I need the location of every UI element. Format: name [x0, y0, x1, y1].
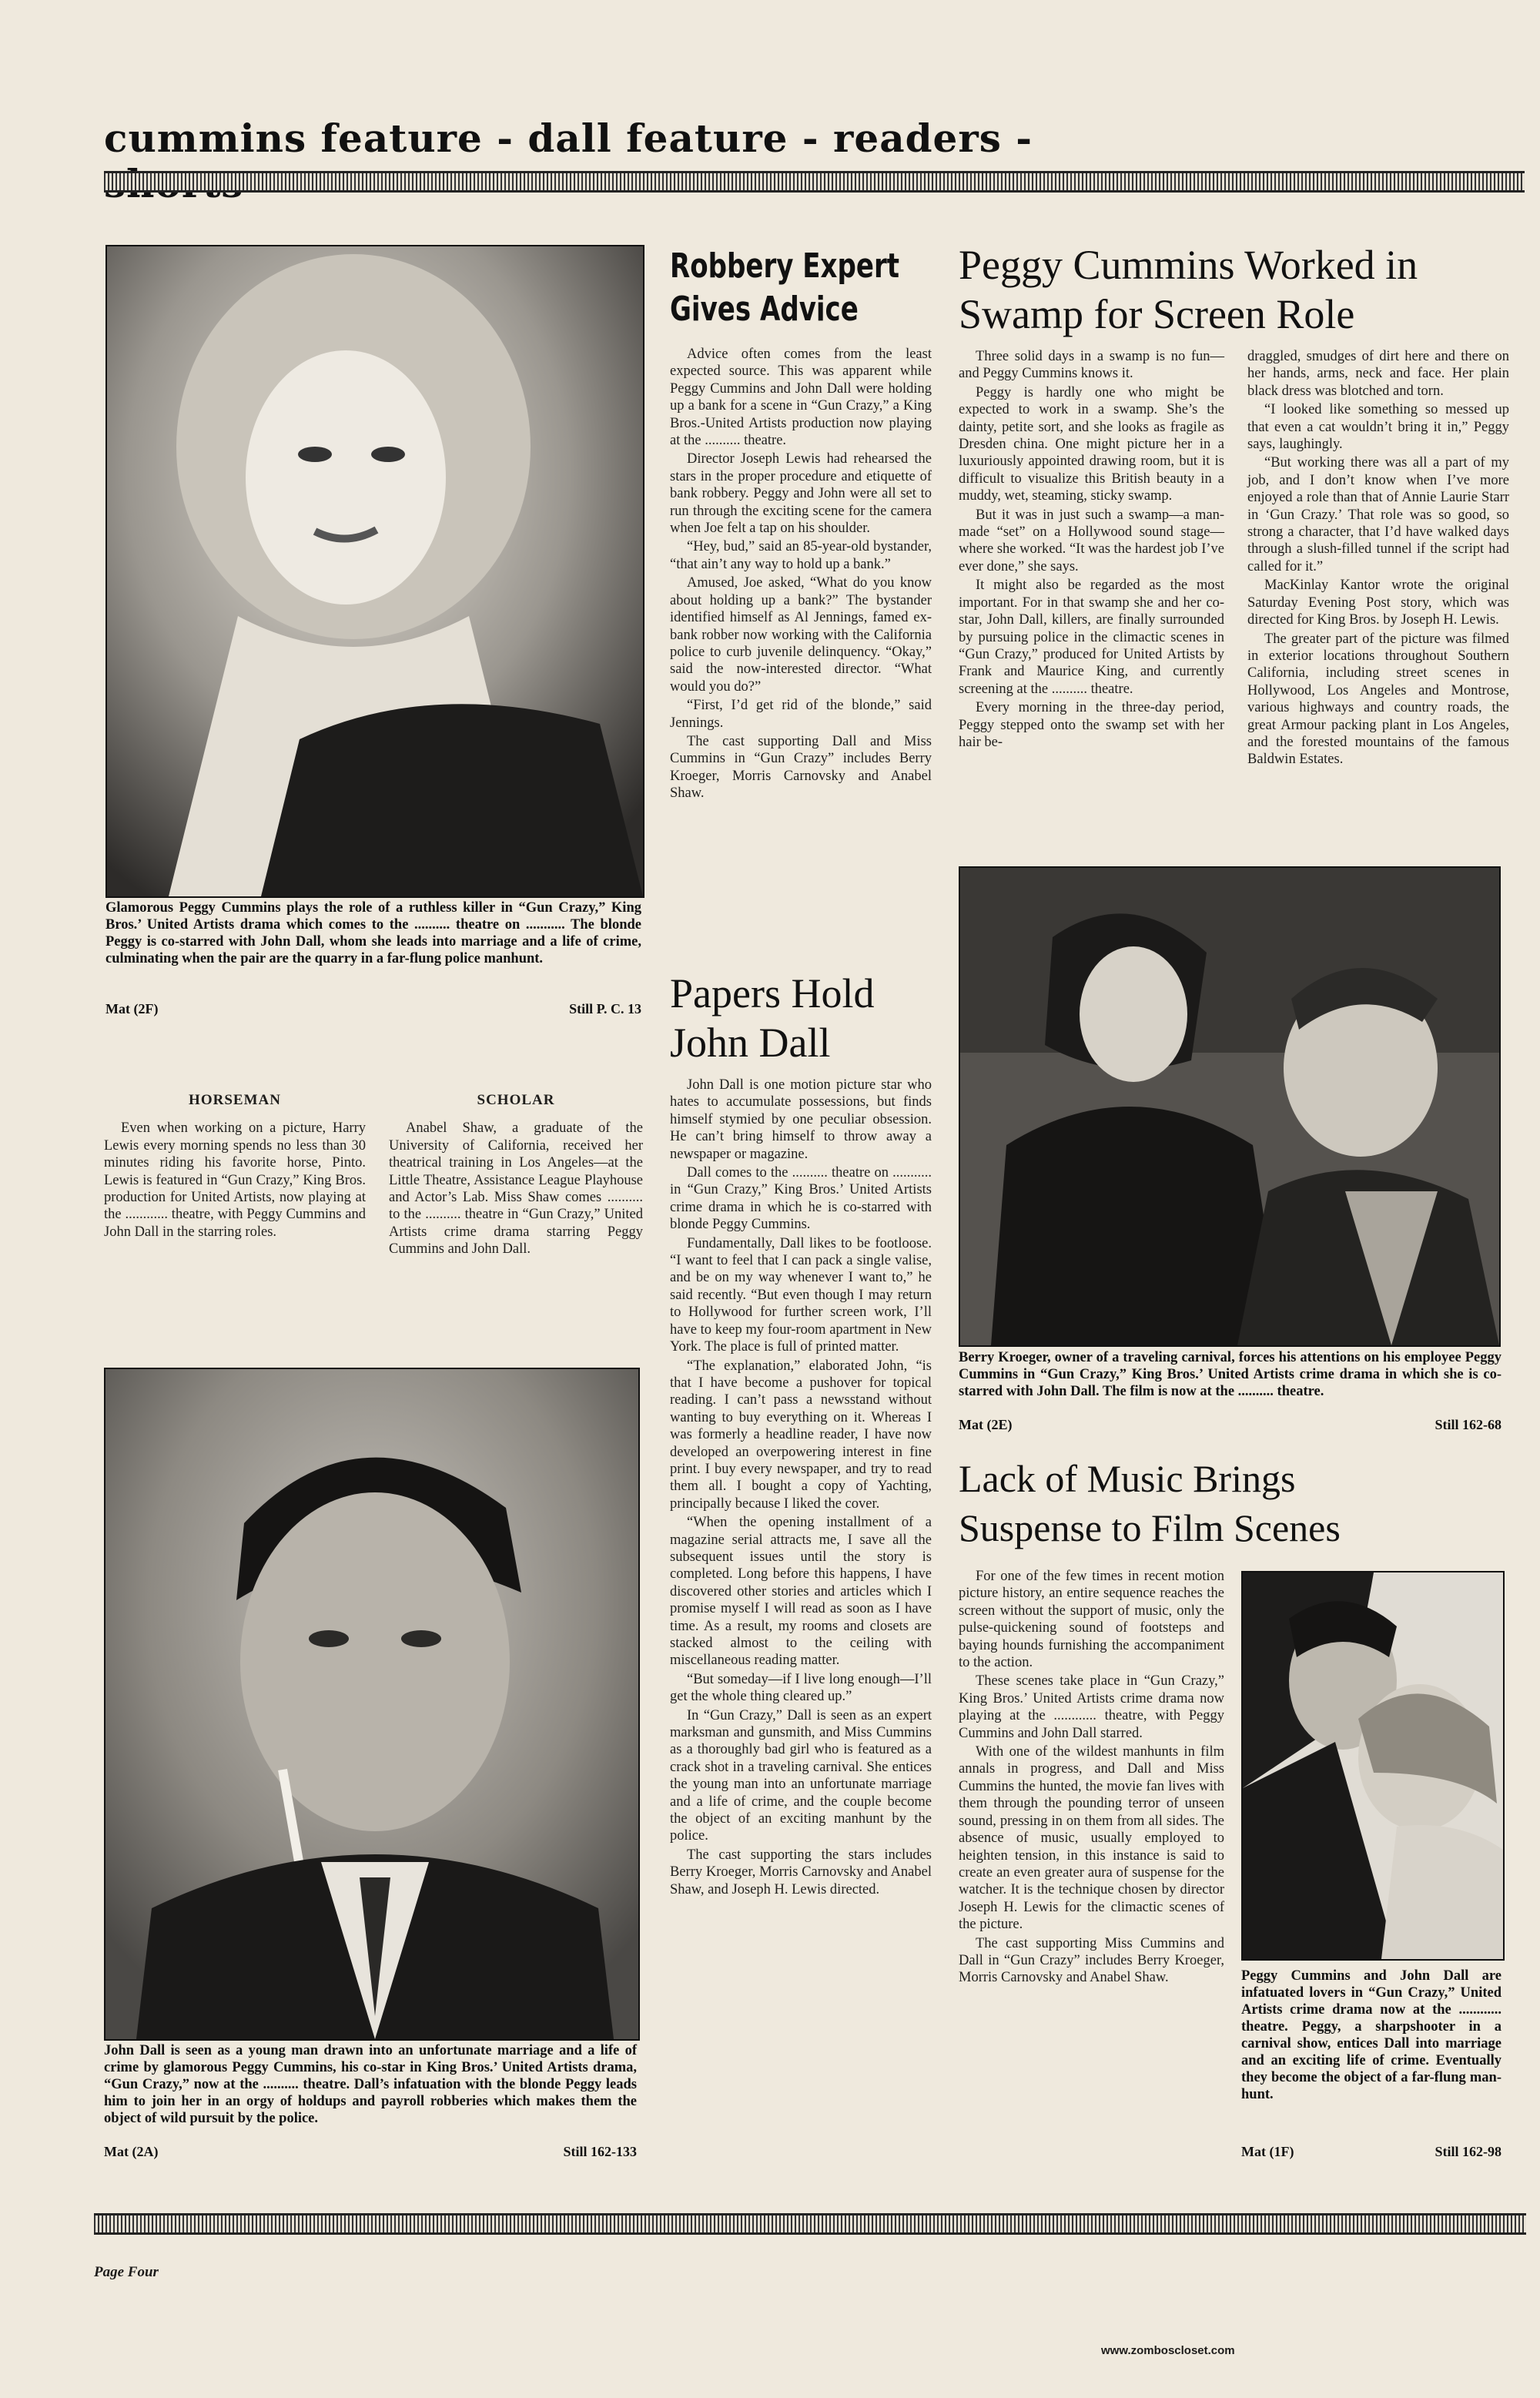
- caption-peggy-cummins: Glamorous Peggy Cummins plays the role of a ruthless killer in “Gun Crazy,” King Bros.’ United Artists drama which comes to the .......... theatre on ........... The blonde Peggy is co-starred with John Dall, whom she leads into marriage and a life of crime, culminating when the pair are the quarry in a far-flung police manhunt.: [105, 900, 641, 966]
- mat-number: Mat (2E): [959, 1417, 1013, 1432]
- short-body: Anabel Shaw, a graduate of the University of California, received her theatrical training in Los Angeles—at the Little Theatre, Assistance League Playhouse and Actor’s Lab. Miss Shaw comes .......... to the .......... theatre in “Gun Crazy,” United Artists crime drama starring Peggy Cummins and John Dall.: [389, 1120, 643, 1258]
- short-scholar: [389, 1092, 643, 1260]
- photo-john-dall: [104, 1368, 640, 2041]
- headline-papers-hold-john-dall: Papers Hold John Dall: [670, 970, 875, 1066]
- still-number: Still 162-98: [1435, 2144, 1502, 2159]
- credit-john-dall: [104, 2144, 637, 2160]
- credit-peggy-cummins: [105, 1001, 641, 1017]
- caption-berry-kroeger: Berry Kroeger, owner of a traveling carnival, forces his attentions on his employee Peggy Cummins in “Gun Crazy,” King Bros.’ United Artists crime drama in which she is co-starred with John Dall. The film is now at the .......... theatre.: [959, 1350, 1502, 1399]
- short-title: HORSEMAN: [189, 1092, 281, 1108]
- article-robbery-expert-body: Advice often comes from the least expected source. This was apparent while Peggy Cummins and John Dall were holding up a bank for a scene in “Gun Crazy,” a King Bros.-United Artists production now playing at the .......... theatre. Director Joseph Lewis had rehearsed the stars in the proper procedure and etiquette of bank robbery. Peggy and John were all set to run through the exciting scene for the camera when Joe felt a tap on his shoulder. “Hey, bud,” said an 85-year-old bystander, “that ain’t any way to hold up a bank.” Amused, Joe asked, “What do you know about holding up a bank?” The bystander identified himself as Al Jennings, famed ex-bank robber now working with the California police to curb juvenile delinquency. “Okay,” said the now-interested director. “What would you do?” “First, I’d get rid of the blonde,” said Jennings. The cast supporting Dall and Miss Cummins in “Gun Crazy” includes Berry Kroeger, Morris Carnovsky and Anabel Shaw.: [670, 347, 932, 802]
- headline-lack-of-music: Lack of Music Brings Suspense to Film Scenes: [959, 1457, 1341, 1549]
- short-title: SCHOLAR: [477, 1092, 555, 1108]
- article-papers-hold-body: John Dall is one motion picture star who hates to accumulate possessions, but finds himself stymied by one peculiar obsession. He can’t bring himself to throw away a newspaper or magazine. Dall comes to the .......... theatre on ........... in “Gun Crazy,” King Bros.’ United Artists crime drama in which he is co-starred with blonde Peggy Cummins. Fundamentally, Dall likes to be footloose. “I want to feel that I can pack a single valise, and be on my way whenever I want to,” he said recently. “But even though I may return to Hollywood for further screen work, I’ll have to keep my four-room apartment in New York. The place is full of printed matter. “The explanation,” elaborated John, “is that I have become a pushover for topical reading. I can’t pass a newsstand without wanting to buy everything on it. Whereas I was formerly a headline reader, I have now developed an overpowering interest in fine print. I buy every newspaper, and try to read them all. I bought a copy of Yachting, principally because I liked the cover. “When the opening installment of a magazine serial attracts me, I save all the subsequent issues until the story is completed. Long before this happens, I have discovered other stories and articles which I promise myself I will read as soon as I have time. As a result, my rooms and closets are stacked almost to the ceiling with miscellaneous reading matter. “But someday—if I live long enough—I’ll get the whole thing cleared up.” In “Gun Crazy,” Dall is seen as an expert marksman and gunsmith, and Miss Cummins as a thoroughly bad girl who is featured as a crack shot in a traveling carnival. She entices the young man into an unfortunate marriage and a life of crime, and the couple become the object of an exciting manhunt by the police. The cast supporting the stars includes Berry Kroeger, Morris Carnovsky and Anabel Shaw, and Joseph H. Lewis directed.: [670, 1077, 932, 1897]
- header-rule: [104, 171, 1525, 193]
- caption-john-dall: John Dall is seen as a young man drawn into an unfortunate marriage and a life of crime by glamorous Peggy Cummins, his co-star in King Bros.’ United Artists drama, “Gun Crazy,” now at the .......... theatre. Dall’s infatuation with the blonde Peggy leads him to join her in an orgy of holdups and payroll robberies which makes them the object of wild pursuit by the police.: [104, 2043, 637, 2126]
- photo-peggy-cummins: [105, 245, 644, 898]
- page-header-title: cummins feature - dall feature - readers -: [104, 116, 1033, 161]
- caption-cummins-dall-lovers: Peggy Cummins and John Dall are infatuated lovers in “Gun Crazy,” United Artists crime drama now at the ............ theatre. Peggy, a sharpshooter in a carnival show, entices Dall into marriage and an exciting life of crime. Eventually they become the object of a far-flung man-hunt.: [1241, 1968, 1502, 2102]
- mat-number: Mat (2A): [104, 2144, 159, 2159]
- article-swamp-body-right: draggled, smudges of dirt here and there on her hands, arms, neck and face. Her plain black dress was blotched and torn. “I looked like something so messed up that even a cat wouldn’t bring it in,” Peggy says, laughingly. “But working there was all a part of my job, and I don’t know when I’ve more enjoyed a role than that of Annie Laurie Starr in ‘Gun Crazy.’ That role was so good, so strong a character, that I’d have walked days through a slush-filled tunnel if the script had called for it.” MacKinlay Kantor wrote the original Saturday Evening Post story, which was directed for King Bros. by Joseph H. Lewis. The greater part of the picture was filmed in exterior locations throughout Southern California, including street scenes in Hollywood, Los Angeles and Montrose, various highways and country roads, the great Armour packing plant in Los Angeles, and the forested mountains of the famous Baldwin Estates.: [1247, 349, 1509, 768]
- headline-peggy-swamp: Peggy Cummins Worked in Swamp for Screen Role: [959, 242, 1418, 337]
- credit-berry-kroeger: [959, 1417, 1502, 1433]
- short-body: Even when working on a picture, Harry Lewis every morning spends no less than 30 minutes riding his favorite horse, Pinto. Lewis is featured in “Gun Crazy,” King Bros. production for United Artists, now playing at the ............ theatre, with Peggy Cummins and John Dall in the starring roles.: [104, 1120, 366, 1240]
- still-number: Still 162-133: [563, 2144, 637, 2159]
- article-lack-of-music-body: For one of the few times in recent motion picture history, an entire sequence reaches the screen without the support of music, only the pulse-quickening sound of footsteps and baying hounds furnishing the accompaniment to the action. These scenes take place in “Gun Crazy,” King Bros.’ United Artists crime drama now playing at the ............ theatre, with Peggy Cummins and John Dall starred. With one of the wildest manhunts in film annals in progress, and Dall and Miss Cummins the hunted, the movie fan lives with them through the pounding terror of unseen sound, pressing in on them from all sides. The absence of music, usually employed to heighten tension, in this instance is said to create an even greater aura of suspense for the watcher. It is the technique chosen by director Joseph H. Lewis for the climactic scenes of the picture. The cast supporting Miss Cummins and Dall in “Gun Crazy” includes Berry Kroeger, Morris Carnovsky and Anabel Shaw.: [959, 1569, 1224, 1986]
- short-horseman: [104, 1092, 366, 1242]
- page-number: Page Four: [94, 2264, 159, 2280]
- footer-rule: [94, 2213, 1526, 2235]
- mat-number: Mat (2F): [105, 1001, 159, 1016]
- credit-cummins-dall-lovers: [1241, 2144, 1502, 2160]
- photo-berry-kroeger-scene: [959, 866, 1501, 1347]
- site-watermark: www.zomboscloset.com: [1101, 2344, 1235, 2357]
- photo-cummins-dall-lovers: [1241, 1571, 1505, 1961]
- still-number: Still 162-68: [1435, 1417, 1502, 1432]
- mat-number: Mat (1F): [1241, 2144, 1294, 2159]
- still-number: Still P. C. 13: [569, 1001, 641, 1016]
- article-swamp-body-left: Three solid days in a swamp is no fun—and Peggy Cummins knows it. Peggy is hardly one who might be expected to work in a swamp. She’s the dainty, petite sort, and she looks as fragile as Dresden china. One might picture her in a luxuriously appointed drawing room, but it is difficult to visualize this British beauty in a muddy, wet, steaming, sticky swamp. But it was in just such a swamp—a man-made “set” on a Hollywood sound stage—where she worked. “It was the hardest job I’ve ever done,” she says. It might also be regarded as the most important. For in that swamp she and her co-star, John Dall, killers, are finally surrounded by pursuing police in the climactic scenes in “Gun Crazy,” produced for United Artists by Frank and Maurice King, and currently screening at the .......... theatre. Every morning in the three-day period, Peggy stepped onto the swamp set with her hair be-: [959, 349, 1224, 750]
- headline-robbery-expert: Robbery Expert Gives Advice: [670, 246, 900, 329]
